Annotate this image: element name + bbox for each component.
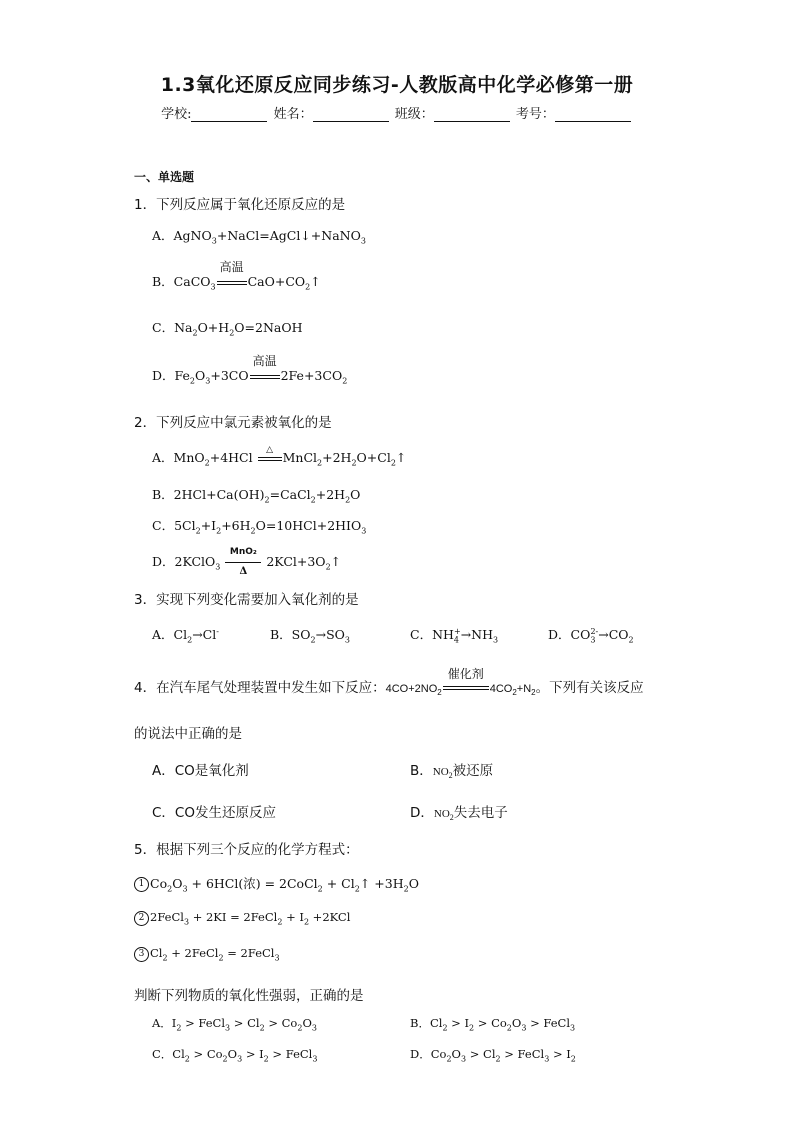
section-heading: 一、单选题 — [134, 170, 195, 184]
q3-option-a: A．$Cl_2\to Cl^-$ — [152, 626, 219, 645]
question-4-stem: 4．在汽车尾气处理装置中发生如下反应：$4CO+2NO_2$ 催化剂 $4CO_2+N_2$。下列有关该反应 — [134, 667, 644, 698]
question-4-stem-continued: 的说法中正确的是 — [134, 726, 242, 742]
q5-reaction-1: 1 $Co_2O_3 + 6HCl$(浓) = 2CoCl$_2$ + $Cl_2↑ +3H_2O$ — [134, 874, 419, 894]
condition-catalyst-heat: MnO₂ Δ — [225, 554, 261, 569]
q2-option-d: D．2KClO$_3$ MnO₂ Δ $2KCl+3O_2↑$ — [152, 547, 342, 577]
school-blank[interactable] — [191, 107, 267, 122]
question-2-stem: 2．下列反应中氯元素被氧化的是 — [134, 415, 332, 431]
q1-option-b: B．CaCO$_3$ 高温 $CaO+CO_2↑$ — [152, 260, 321, 292]
question-5-stem-continued: 判断下列物质的氧化性强弱，正确的是 — [134, 988, 364, 1004]
q5-option-c: C．$Cl_2 > Co_2O_3 > I_2$ > FeCl$_3$ — [152, 1047, 318, 1064]
question-3-stem: 3．实现下列变化需要加入氧化剂的是 — [134, 592, 359, 608]
name-label: 姓名： — [273, 107, 313, 122]
q2-option-c: C．$5Cl_2+I_2+6H_2O=10HCl+2HIO_3$ — [152, 518, 367, 536]
condition-catalyst: 催化剂 — [443, 680, 489, 696]
school-label: 学校: — [161, 107, 192, 122]
condition-high-temp: 高温 — [217, 274, 247, 289]
q5-option-b: B．$Cl_2 > I_2 > Co_2O_3$ > FeCl$_3$ — [410, 1016, 576, 1033]
name-blank[interactable] — [313, 107, 389, 122]
student-info-line — [0, 103, 794, 122]
q5-option-a: A．$I_2$ > FeCl$_3$ > $Cl_2 > Co_2O_3$ — [152, 1016, 317, 1033]
q1-option-a: A．AgNO$_3$+NaCl=AgCl↓+NaNO$_3$ — [152, 228, 366, 246]
number-blank[interactable] — [555, 107, 631, 122]
condition-high-temp-2: 高温 — [250, 368, 280, 383]
class-blank[interactable] — [434, 107, 510, 122]
q3-option-b: B．$SO_2\to SO_3$ — [270, 627, 350, 645]
question-5-stem: 5．根据下列三个反应的化学方程式： — [134, 842, 359, 858]
q5-option-d: D．$Co_2O_3 > Cl_2$ > FeCl$_3$ > $I_2$ — [410, 1047, 576, 1064]
q4-option-b: B．$NO_2$被还原 — [410, 763, 494, 781]
q2-option-a: A．MnO$_2$+4HCl △ $MnCl_2+2H_2O+Cl_2↑$ — [152, 445, 407, 468]
condition-heat: △ — [258, 450, 282, 465]
q5-reaction-3: 3 $Cl_2$ + 2FeCl$_2$ = 2FeCl$_3$ — [134, 946, 280, 962]
class-label: 班级： — [394, 107, 434, 122]
q3-option-d: D．$CO_3^{2-}\to CO_2$ — [548, 626, 634, 645]
q5-reaction-2: 2 2FeCl$_3$ + 2KI = 2FeCl$_2$ + $I_2 +2KCl$ — [134, 910, 350, 926]
q4-option-c: C．CO发生还原反应 — [152, 805, 276, 821]
circle-number-3: 3 — [134, 947, 149, 962]
number-label: 考号： — [515, 107, 555, 122]
q1-option-c: C．$Na_2O+H_2O=2NaOH$ — [152, 320, 303, 338]
circle-number-2: 2 — [134, 911, 149, 926]
q3-option-c: C．$NH_4^+\to NH_3$ — [410, 626, 499, 645]
page-title: 1.3氧化还原反应同步练习-人教版高中化学必修第一册 — [160, 74, 634, 96]
question-1-stem: 1．下列反应属于氧化还原反应的是 — [134, 197, 346, 213]
q4-option-d: D．$NO_2$失去电子 — [410, 805, 508, 823]
q1-option-d: D．$Fe_2O_3+3CO$ 高温 $2Fe+3CO_2$ — [152, 354, 348, 386]
q2-option-b: B．$2HCl+Ca(OH)_2=CaCl_2+2H_2O$ — [152, 487, 361, 505]
circle-number-1: 1 — [134, 877, 149, 892]
q4-option-a: A．CO是氧化剂 — [152, 763, 249, 779]
